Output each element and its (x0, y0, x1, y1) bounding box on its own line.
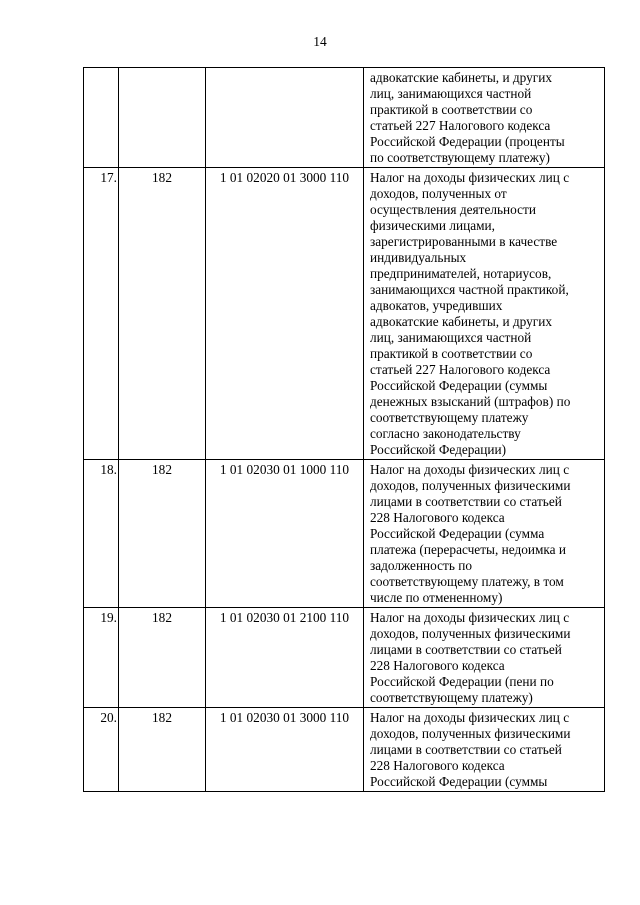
income-codes-table (83, 67, 605, 792)
description-line: лицами в соответствии со статьей (370, 742, 562, 757)
row-number-cell (84, 68, 119, 168)
income-description-cell (364, 608, 605, 708)
description-line: числе по отмененному) (370, 590, 503, 605)
description-line: соответствующему платежу, в том (370, 574, 564, 589)
description-line: соответствующему платежу) (370, 690, 533, 705)
description-line: Российской Федерации (пени по (370, 674, 554, 689)
row-number-cell: 20. (84, 708, 119, 792)
table-row (84, 708, 605, 792)
description-line: денежных взысканий (штрафов) по (370, 394, 571, 409)
description-line: занимающихся частной практикой, (370, 282, 569, 297)
administrator-code-cell: 182 (119, 168, 206, 460)
description-line: лицами в соответствии со статьей (370, 494, 562, 509)
row-number-cell: 17. (84, 168, 119, 460)
description-line: лиц, занимающихся частной (370, 86, 532, 101)
description-line: статьей 227 Налогового кодекса (370, 118, 551, 133)
table-row (84, 68, 605, 168)
description-line: лицами в соответствии со статьей (370, 642, 562, 657)
description-line: адвокатские кабинеты, и других (370, 314, 552, 329)
description-line: практикой в соответствии со (370, 102, 533, 117)
description-line: 228 Налогового кодекса (370, 758, 505, 773)
description-line: адвокатские кабинеты, и других (370, 70, 552, 85)
income-description-cell (364, 708, 605, 792)
row-number-cell: 18. (84, 460, 119, 608)
income-description-cell (364, 460, 605, 608)
description-line: доходов, полученных физическими (370, 626, 571, 641)
description-line: доходов, полученных от (370, 186, 507, 201)
description-line: адвокатов, учредивших (370, 298, 503, 313)
description-line: осуществления деятельности (370, 202, 536, 217)
description-line: Российской Федерации) (370, 442, 507, 457)
income-description-cell (364, 168, 605, 460)
description-line: лиц, занимающихся частной (370, 330, 532, 345)
description-line: Налог на доходы физических лиц с (370, 462, 570, 477)
description-line: Российской Федерации (сумма (370, 526, 545, 541)
administrator-code-cell: 182 (119, 460, 206, 608)
administrator-code-cell (119, 68, 206, 168)
description-line: Налог на доходы физических лиц с (370, 610, 570, 625)
budget-classification-code-cell: 1 01 02030 01 2100 110 (206, 608, 364, 708)
description-line: статьей 227 Налогового кодекса (370, 362, 551, 377)
administrator-code-cell: 182 (119, 708, 206, 792)
description-line: индивидуальных (370, 250, 467, 265)
description-line: 228 Налогового кодекса (370, 510, 505, 525)
table-row (84, 168, 605, 460)
description-line: Российской Федерации (проценты (370, 134, 565, 149)
table-row (84, 460, 605, 608)
table-row (84, 608, 605, 708)
budget-classification-code-cell: 1 01 02020 01 3000 110 (206, 168, 364, 460)
administrator-code-cell: 182 (119, 608, 206, 708)
description-line: физическими лицами, (370, 218, 495, 233)
description-line: платежа (перерасчеты, недоимка и (370, 542, 566, 557)
budget-classification-code-cell (206, 68, 364, 168)
page-number: 14 (313, 34, 327, 49)
description-line: согласно законодательству (370, 426, 521, 441)
description-line: задолженность по (370, 558, 473, 573)
description-line: доходов, полученных физическими (370, 478, 571, 493)
budget-classification-code-cell: 1 01 02030 01 1000 110 (206, 460, 364, 608)
table-body (84, 68, 605, 792)
description-line: 228 Налогового кодекса (370, 658, 505, 673)
description-line: Налог на доходы физических лиц с (370, 170, 570, 185)
description-line: Российской Федерации (суммы (370, 774, 548, 789)
row-number-cell: 19. (84, 608, 119, 708)
description-line: зарегистрированными в качестве (370, 234, 558, 249)
description-line: доходов, полученных физическими (370, 726, 571, 741)
description-line: предпринимателей, нотариусов, (370, 266, 552, 281)
description-line: Российской Федерации (суммы (370, 378, 548, 393)
description-line: соответствующему платежу (370, 410, 529, 425)
income-description-cell (364, 68, 605, 168)
description-line: практикой в соответствии со (370, 346, 533, 361)
budget-classification-code-cell: 1 01 02030 01 3000 110 (206, 708, 364, 792)
description-line: Налог на доходы физических лиц с (370, 710, 570, 725)
description-line: по соответствующему платежу) (370, 150, 550, 165)
